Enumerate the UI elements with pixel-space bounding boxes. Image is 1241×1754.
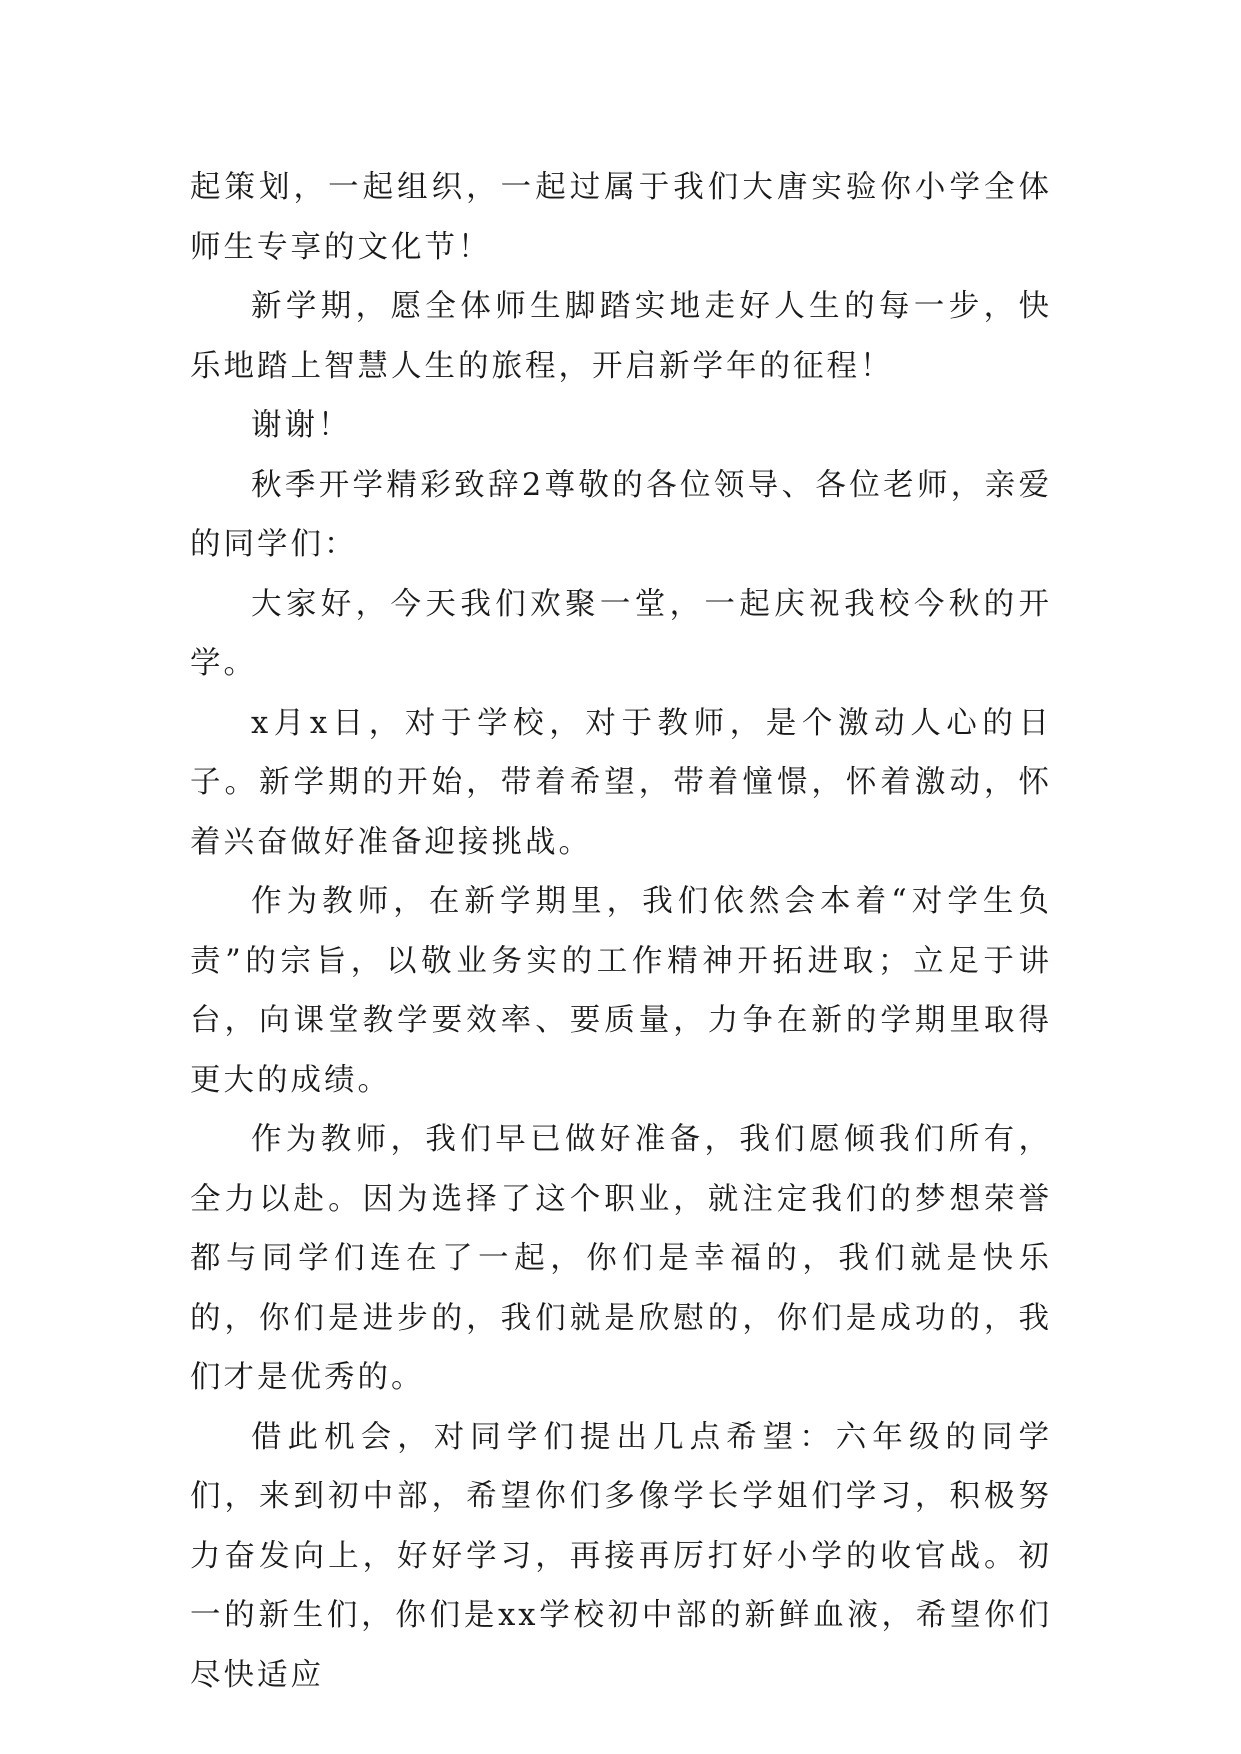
paragraph-7: 作为教师，在新学期里，我们依然会本着“对学生负责”的宗旨，以敬业务实的工作精神开拓进取；立足于讲台，向课堂教学要效率、要质量，力争在新的学期里取得更大的成绩。 (190, 884, 1052, 1098)
paragraph-2: 新学期，愿全体师生脚踏实地走好人生的每一步，快乐地踏上智慧人生的旅程，开启新学年的征程！ (190, 289, 1052, 384)
paragraph-6: x月x日，对于学校，对于教师，是个激动人心的日子。新学期的开始，带着希望，带着憧憬，怀着激动，怀着兴奋做好准备迎接挑战。 (190, 705, 1052, 860)
paragraph-1: 起策划，一起组织，一起过属于我们大唐实验你小学全体师生专享的文化节！ (190, 170, 1052, 265)
paragraph-9: 借此机会，对同学们提出几点希望：六年级的同学们，来到初中部，希望你们多像学长学姐们学习，积极努力奋发向上，好好学习，再接再厉打好小学的收官战。初一的新生们，你们是xx学校初中部的新鲜血液，希望你们尽快适应 (190, 1419, 1052, 1693)
paragraph-5: 大家好，今天我们欢聚一堂，一起庆祝我校今秋的开学。 (190, 586, 1052, 681)
document-body (190, 158, 1052, 1705)
paragraph-4: 秋季开学精彩致辞2尊敬的各位领导、各位老师，亲爱的同学们： (190, 467, 1052, 562)
paragraph-3: 谢谢！ (251, 408, 352, 443)
paragraph-8: 作为教师，我们早已做好准备，我们愿倾我们所有，全力以赴。因为选择了这个职业，就注定我们的梦想荣誉都与同学们连在了一起，你们是幸福的，我们就是快乐的，你们是进步的，我们就是欣慰的，你们是成功的，我们才是优秀的。 (190, 1122, 1052, 1395)
